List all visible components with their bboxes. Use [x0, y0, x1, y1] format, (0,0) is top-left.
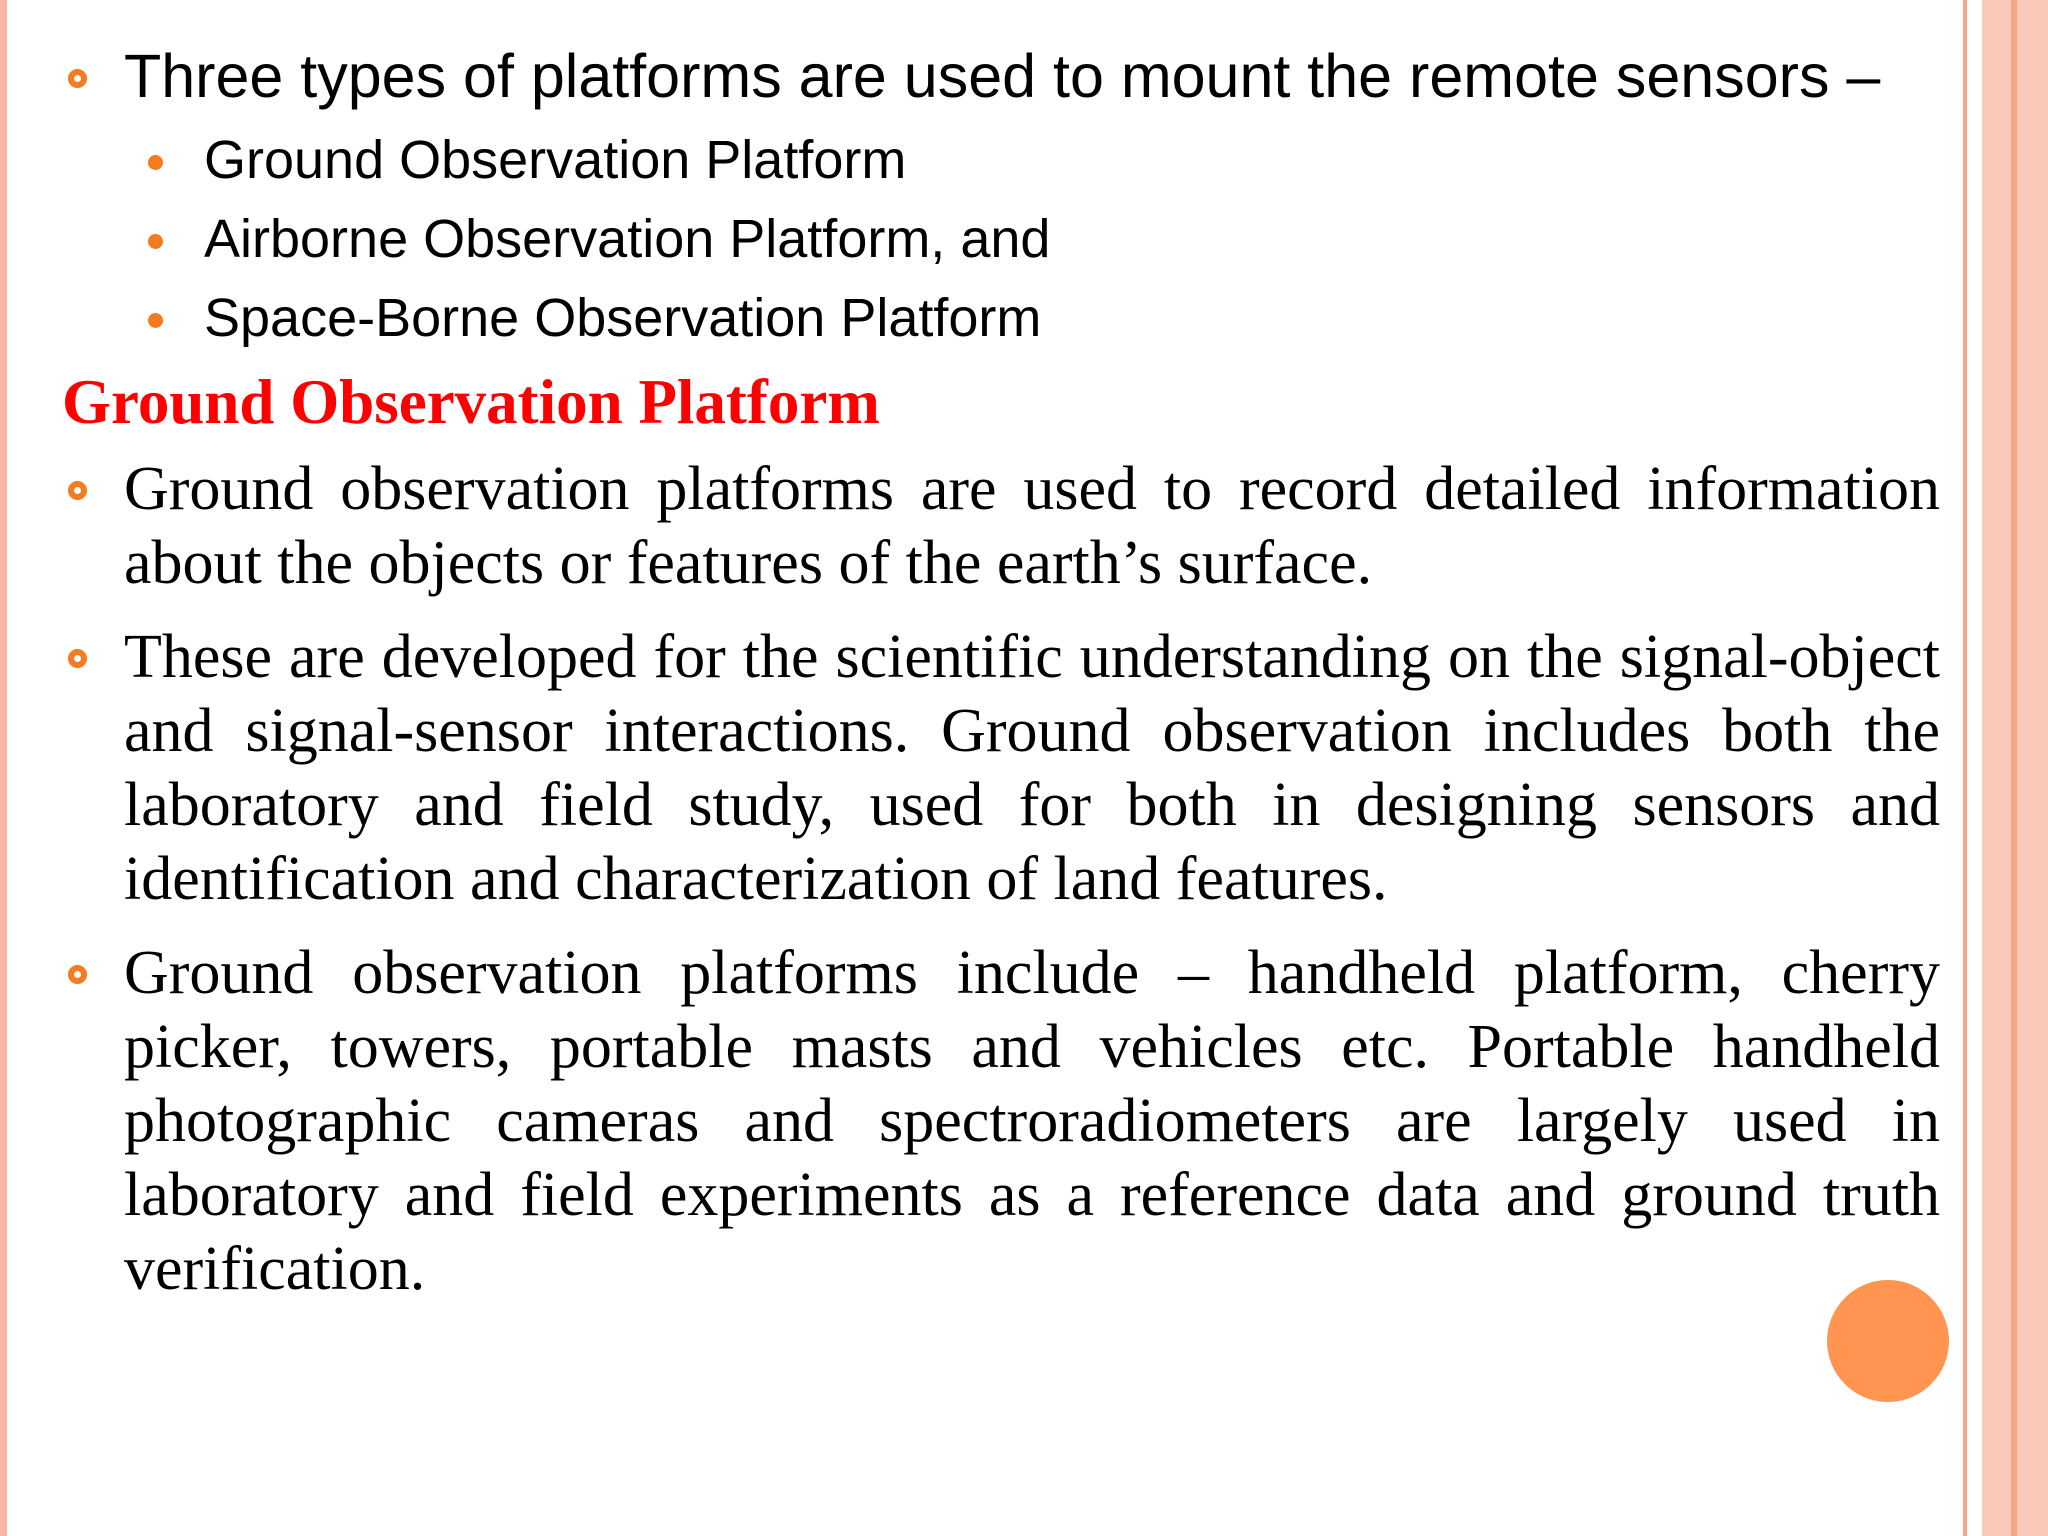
intro-text: Three types of platforms are used to mount the remote sensors – [124, 42, 1881, 110]
paragraph-text: Ground observation platforms include – handheld platform, cherry picker, towers, portable masts and vehicles etc. Portable handheld photographic cameras and spectroradiometers are largely used in laboratory and field experiments as a reference data and ground truth verification. [124, 939, 1940, 1303]
paragraph-bullet [60, 452, 1940, 600]
list-item [60, 279, 1940, 358]
list-item-text: Airborne Observation Platform, and [204, 209, 1051, 269]
paragraph-bullet [60, 936, 1940, 1306]
paragraph-bullet [60, 620, 1940, 916]
pointer-highlight-dot [1827, 1280, 1949, 1402]
right-border-gap [1967, 0, 1982, 1536]
ring-bullet-icon [68, 965, 87, 984]
slide-content [60, 40, 1940, 1306]
list-item [60, 200, 1940, 279]
dot-bullet-icon [148, 313, 163, 328]
dot-bullet-icon [148, 155, 163, 170]
list-item-text: Ground Observation Platform [204, 130, 907, 190]
right-border-stripe [2011, 0, 2017, 1536]
ring-bullet-icon [68, 481, 87, 500]
section-heading: Ground Observation Platform [62, 367, 880, 437]
dot-bullet-icon [148, 234, 163, 249]
left-border-decoration [0, 0, 7, 1536]
list-item [60, 121, 1940, 200]
intro-bullet [60, 40, 1940, 113]
ring-bullet-icon [68, 649, 87, 668]
paragraph-text: Ground observation platforms are used to record detailed information about the objects or features of the earth’s surface. [124, 455, 1940, 597]
ring-bullet-icon [68, 69, 87, 88]
paragraph-text: These are developed for the scientific understanding on the signal-object and signal-sensor interactions. Ground observation includes both the laboratory and field study, used for both in designing sensors and identification and characterization of land features. [124, 623, 1940, 913]
list-item-text: Space-Borne Observation Platform [204, 288, 1042, 348]
platform-types-list [60, 121, 1940, 358]
